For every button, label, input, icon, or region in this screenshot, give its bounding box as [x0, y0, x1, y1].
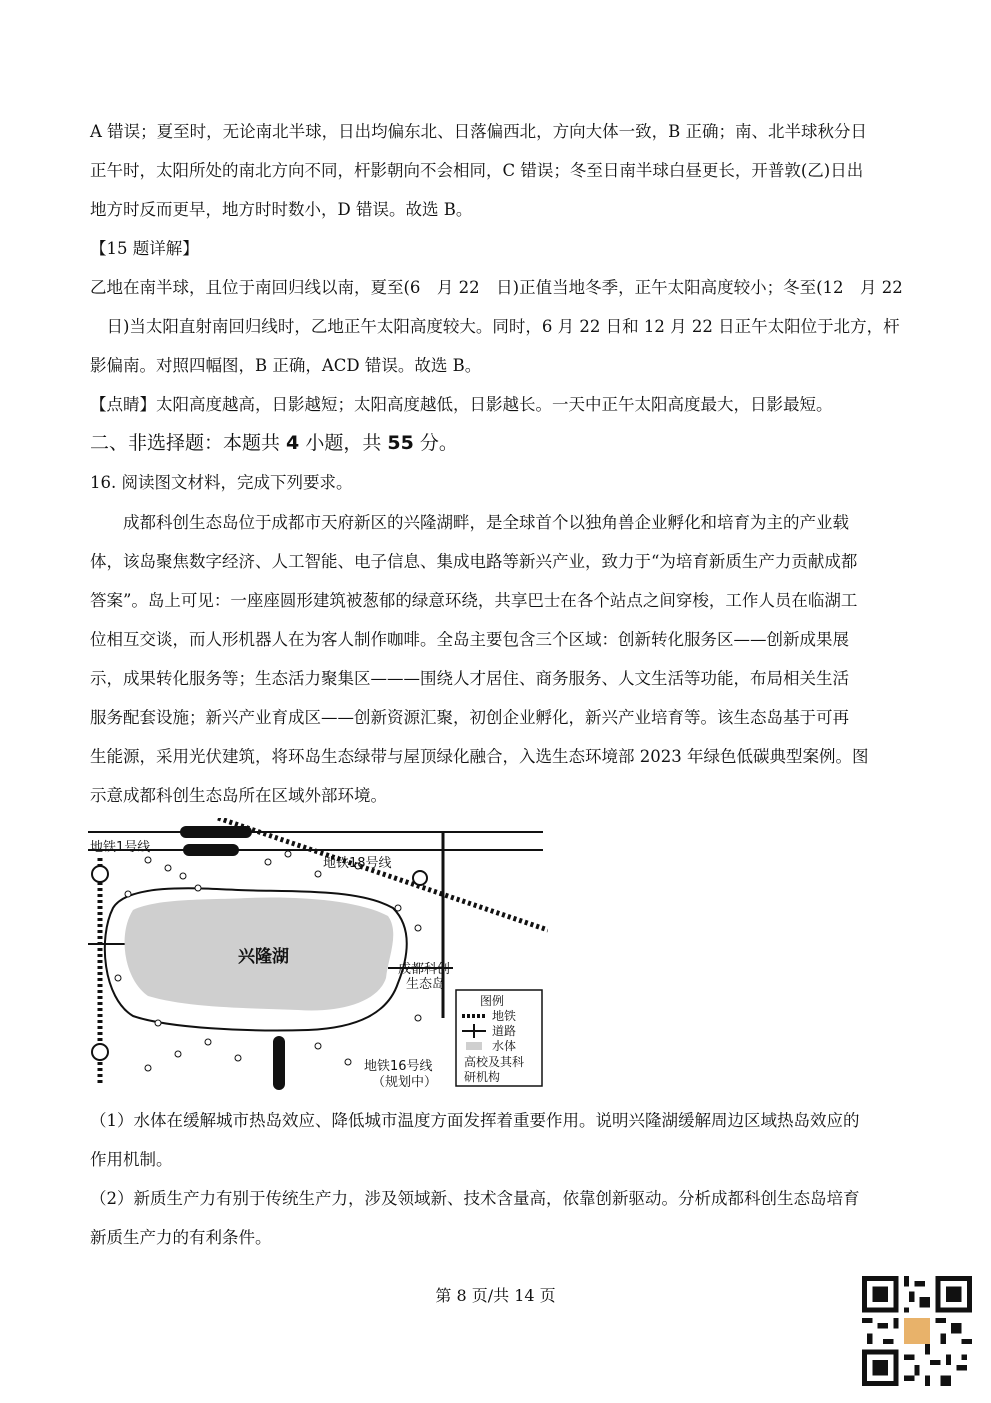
section-heading	[90, 433, 458, 453]
q15-line-2: 日)当太阳直射南回归线时，乙地正午太阳高度较大。同时，6 月 22 日和 12 月 22 日正午太阳位于北方，杆	[90, 317, 900, 336]
legend-road: 道路	[492, 1024, 517, 1038]
passage-line-5: 示，成果转化服务等；生态活力聚集区———围绕人才居住、商务服务、人文生活等功能，布局相关生活	[90, 669, 849, 688]
island-label-1: 成都科创	[398, 962, 451, 977]
region-map	[88, 818, 548, 1090]
q15-line-3: 影偏南。对照四幅图，B 正确，ACD 错误。故选 B。	[90, 356, 482, 375]
qr-code	[862, 1276, 972, 1386]
metro1-label: 地铁1号线	[90, 840, 151, 855]
metro16-label-2: （规划中）	[372, 1075, 438, 1090]
island-label-2: 生态岛	[406, 977, 446, 992]
passage-line-2: 体，该岛聚焦数字经济、人工智能、电子信息、集成电路等新兴产业，致力于“为培育新质生产力贡献成都	[90, 552, 858, 571]
answer-line-1: A 错误；夏至时，无论南北半球，日出均偏东北、日落偏西北，方向大体一致，B 正确；南、北半球秋分日	[90, 122, 868, 141]
question-1-line-1: （1）水体在缓解城市热岛效应、降低城市温度方面发挥着重要作用。说明兴隆湖缓解周边区域热岛效应的	[90, 1111, 860, 1130]
question-1-line-2: 作用机制。	[90, 1150, 173, 1169]
section-suffix: 分。	[413, 432, 458, 454]
passage-line-4: 位相互交谈，而人形机器人在为客人制作咖啡。全岛主要包含三个区域：创新转化服务区——创新成果展	[90, 630, 849, 649]
legend-metro: 地铁	[492, 1009, 517, 1023]
station-marker	[413, 871, 427, 885]
q16-intro: 16. 阅读图文材料，完成下列要求。	[90, 473, 353, 492]
metro1-segment-2	[183, 844, 239, 856]
legend-title: 图例	[480, 994, 505, 1008]
question-2-line-1: （2）新质生产力有别于传统生产力，涉及领域新、技术含量高，依靠创新驱动。分析成都科创生态岛培育	[90, 1189, 860, 1208]
answer-line-3: 地方时反而更早，地方时时数小，D 错误。故选 B。	[90, 200, 473, 219]
page-footer: 第 8 页/共 14 页	[435, 1286, 556, 1305]
section-prefix: 二、非选择题：本题共	[90, 432, 287, 454]
tip-line: 【点睛】太阳高度越高，日影越短；太阳高度越低，日影越长。一天中正午太阳高度最大，日影最短。	[90, 395, 833, 414]
legend-water: 水体	[492, 1039, 517, 1053]
station-marker	[92, 1044, 108, 1060]
station-marker	[92, 866, 108, 882]
q15-line-1: 乙地在南半球，且位于南回归线以南，夏至(6 月 22 日)正值当地冬季，正午太阳高度较小；冬至(12 月 22	[90, 278, 903, 297]
section-mid: 小题，共	[299, 432, 388, 454]
section-count: 4	[286, 432, 300, 454]
q15-heading: 【15 题详解】	[90, 239, 199, 258]
legend-campus-2: 研机构	[464, 1070, 501, 1084]
passage-line-6: 服务配套设施；新兴产业育成区——创新资源汇聚，初创企业孵化，新兴产业培育等。该生态岛基于可再	[90, 708, 849, 727]
map-legend	[456, 990, 542, 1086]
metro16-segment	[273, 1036, 285, 1090]
legend-campus-1: 高校及其科	[464, 1055, 525, 1069]
question-2-line-2: 新质生产力的有利条件。	[90, 1228, 272, 1247]
passage-line-1: 成都科创生态岛位于成都市天府新区的兴隆湖畔，是全球首个以独角兽企业孵化和培育为主的产业载	[90, 513, 849, 532]
section-score: 55	[387, 432, 414, 454]
lake-label: 兴隆湖	[238, 947, 289, 967]
answer-line-2: 正午时，太阳所处的南北方向不同，杆影朝向不会相同，C 错误；冬至日南半球白昼更长，开普敦(乙)日出	[90, 161, 864, 180]
metro18-label: 地铁18号线	[323, 856, 392, 871]
metro16-label-1: 地铁16号线	[364, 1059, 433, 1074]
passage-line-8: 示意成都科创生态岛所在区域外部环境。	[90, 786, 387, 805]
passage-line-7: 生能源，采用光伏建筑，将环岛生态绿带与屋顶绿化融合，入选生态环境部 2023 年绿色低碳典型案例。图	[90, 747, 869, 766]
passage-line-3: 答案”。岛上可见：一座座圆形建筑被葱郁的绿意环绕，共享巴士在各个站点之间穿梭，工作人员在临湖工	[90, 591, 858, 610]
